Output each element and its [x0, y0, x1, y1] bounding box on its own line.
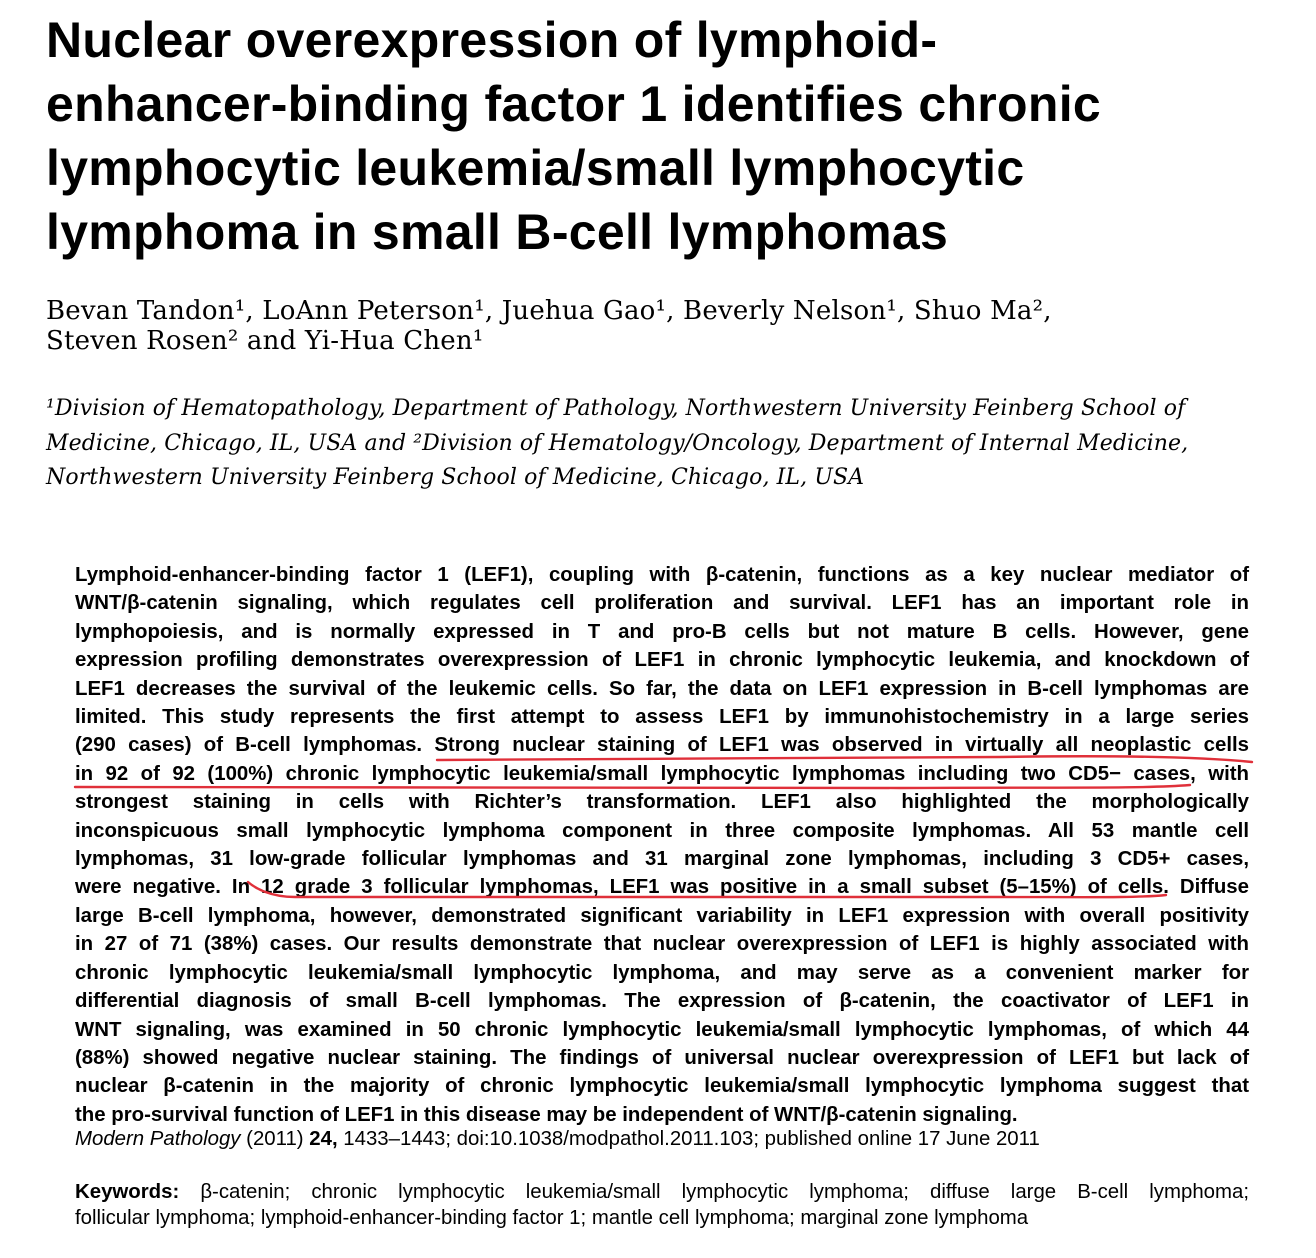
abstract-line: in 92 of 92 (100%) chronic lymphocytic leukemia/small lymphocytic lymphomas including two CD5− cases, with — [75, 762, 1249, 785]
author-line: Steven Rosen² and Yi-Hua Chen¹ — [46, 326, 484, 356]
abstract-line: the pro-survival function of LEF1 in this disease may be independent of WNT/β-catenin signaling. — [75, 1103, 1018, 1126]
abstract-line: were negative. In 12 grade 3 follicular lymphomas, LEF1 was positive in a small subset (5–15%) of cells. Diffuse — [75, 876, 1249, 899]
keywords-line — [75, 1179, 1249, 1205]
keywords-label: Keywords: — [75, 1181, 180, 1203]
citation-line — [75, 1126, 1249, 1152]
affiliation-line: Northwestern University Feinberg School of Medicine, Chicago, IL, USA — [46, 465, 865, 490]
abstract-line: large B-cell lymphoma, however, demonstrated significant variability in LEF1 expression with overall positivity — [75, 904, 1249, 927]
abstract-line: limited. This study represents the first attempt to assess LEF1 by immunohistochemistry in a large series — [75, 706, 1249, 729]
title-line: enhancer-binding factor 1 identifies chronic — [46, 76, 1102, 132]
abstract-line: strongest staining in cells with Richter’s transformation. LEF1 also highlighted the morphologically — [75, 791, 1249, 814]
abstract-line: Lymphoid-enhancer-binding factor 1 (LEF1), coupling with β-catenin, functions as a key nuclear mediator of — [75, 564, 1249, 586]
citation-year: (2011) — [240, 1128, 310, 1150]
abstract-line: lymphopoiesis, and is normally expressed in T and pro-B cells but not mature B cells. However, gene — [75, 620, 1249, 643]
abstract-line: inconspicuous small lymphocytic lymphoma component in three composite lymphomas. All 53 mantle cell — [75, 819, 1249, 842]
affiliation-line: Medicine, Chicago, IL, USA and ²Division of Hematology/Oncology, Department of Internal Medicine, — [46, 430, 1189, 456]
title-line: Nuclear overexpression of lymphoid- — [46, 12, 938, 68]
author-list — [46, 296, 1286, 356]
abstract-line: (88%) showed negative nuclear staining. The findings of universal nuclear overexpression of LEF1 but lack of — [75, 1046, 1249, 1069]
paper-title — [46, 8, 1286, 264]
abstract-line: nuclear β-catenin in the majority of chronic lymphocytic leukemia/small lymphocytic lymphoma suggest that — [75, 1075, 1249, 1098]
journal-name: Modern Pathology — [75, 1128, 241, 1150]
title-line: lymphoma in small B-cell lymphomas — [46, 204, 949, 260]
abstract-line: (290 cases) of B-cell lymphomas. Strong nuclear staining of LEF1 was observed in virtually all neoplastic cells — [75, 734, 1249, 757]
abstract-line: differential diagnosis of small B-cell lymphomas. The expression of β-catenin, the coactivator of LEF1 in — [75, 990, 1249, 1013]
abstract-line: WNT/β-catenin signaling, which regulates cell proliferation and survival. LEF1 has an important role in — [75, 592, 1249, 615]
affiliations — [46, 392, 1286, 496]
citation-volume: 24, — [309, 1128, 338, 1150]
abstract-line: LEF1 decreases the survival of the leukemic cells. So far, the data on LEF1 expression in B-cell lymphomas are — [75, 677, 1249, 700]
abstract-line: WNT signaling, was examined in 50 chronic lymphocytic leukemia/small lymphocytic lymphomas, of which 44 — [75, 1018, 1249, 1041]
author-line: Bevan Tandon¹, LoAnn Peterson¹, Juehua Gao¹, Beverly Nelson¹, Shuo Ma², — [46, 296, 1052, 326]
affiliation-line: ¹Division of Hematopathology, Department of Pathology, Northwestern University Feinberg School of — [46, 396, 1186, 421]
abstract-line: chronic lymphocytic leukemia/small lymphocytic lymphoma, and may serve as a convenient marker for — [75, 961, 1249, 984]
abstract — [75, 561, 1249, 1129]
citation-details: 1433–1443; doi:10.1038/modpathol.2011.103; published online 17 June 2011 — [337, 1128, 1040, 1150]
abstract-line: lymphomas, 31 low-grade follicular lymphomas and 31 marginal zone lymphomas, including 3 CD5+ cases, — [75, 848, 1249, 871]
keywords — [75, 1179, 1249, 1231]
keywords-line: follicular lymphoma; lymphoid-enhancer-binding factor 1; mantle cell lymphoma; marginal zone lymphoma — [75, 1207, 1029, 1229]
keywords-text: β-catenin; chronic lymphocytic leukemia/small lymphocytic lymphoma; diffuse large B-cell lymphoma; — [179, 1181, 1249, 1203]
title-line: lymphocytic leukemia/small lymphocytic — [46, 140, 1025, 196]
abstract-line: expression profiling demonstrates overexpression of LEF1 in chronic lymphocytic leukemia, and knockdown of — [75, 649, 1249, 672]
abstract-line: in 27 of 71 (38%) cases. Our results demonstrate that nuclear overexpression of LEF1 is highly associated with — [75, 933, 1249, 956]
